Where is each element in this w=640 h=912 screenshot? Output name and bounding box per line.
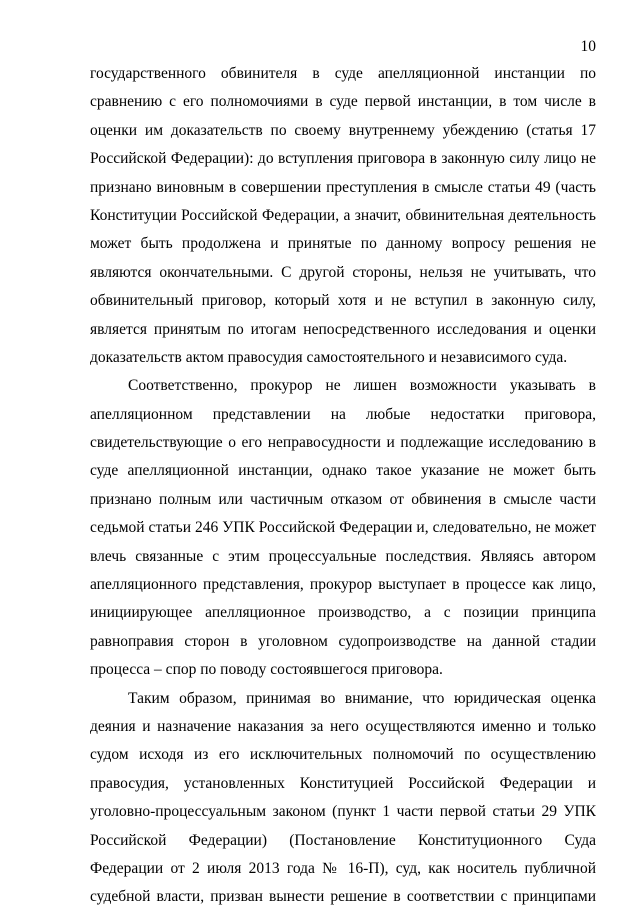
text-line: свидетельствующие о его неправосудности и подлежащие исследованию в [90, 434, 596, 452]
text-line: правосудия, установленных Конституцией Российской Федерации и [90, 774, 596, 792]
text-line: Российской Федерации) (Постановление Конституционного Суда [90, 831, 596, 849]
text-line: уголовно-процессуальным законом (пункт 1 части первой статьи 29 УПК [90, 803, 596, 821]
text-line: Конституции Российской Федерации, а значит, обвинительная деятельность [90, 206, 596, 224]
text-line: Соответственно, прокурор не лишен возможности указывать в [128, 377, 596, 395]
text-line: процесса – спор по поводу состоявшегося приговора. [90, 661, 443, 679]
paragraph [90, 60, 596, 372]
text-line: доказательств актом правосудия самостоятельного и независимого суда. [90, 348, 568, 366]
text-line: деяния и назначение наказания за него осуществляются именно и только [90, 717, 596, 735]
paragraph [90, 372, 596, 684]
text-line: влечь связанные с этим процессуальные последствия. Являясь автором [90, 547, 596, 565]
document-body [90, 60, 596, 912]
text-line: седьмой статьи 246 УПК Российской Федерации и, следовательно, не может [90, 519, 596, 537]
text-line: Таким образом, принимая во внимание, что юридическая оценка [128, 689, 596, 707]
text-line: Федерации от 2 июля 2013 года № 16-П), суд, как носитель публичной [90, 859, 596, 877]
text-line: является принятым по итогам непосредственного исследования и оценки [90, 320, 596, 338]
text-line: являются окончательными. С другой стороны, нельзя не учитывать, что [90, 263, 596, 281]
text-line: равноправия сторон в уголовном судопроизводстве на данной стадии [90, 632, 596, 650]
text-line: инициирующее апелляционное производство, а с позиции принципа [90, 604, 596, 622]
text-line: обвинительный приговор, который хотя и не вступил в законную силу, [90, 292, 596, 310]
text-line: может быть продолжена и принятые по данному вопросу решения не [90, 235, 596, 253]
text-line: судебной власти, призван вынести решение в соответствии с принципами [90, 888, 596, 906]
text-line: апелляционного представления, прокурор выступает в процессе как лицо, [90, 576, 596, 594]
page-number: 10 [580, 38, 596, 55]
text-line: признано виновным в совершении преступления в смысле статьи 49 (часть [90, 178, 596, 196]
text-line: Российской Федерации): до вступления приговора в законную силу лицо не [90, 150, 596, 168]
text-line: судом исходя из его исключительных полномочий по осуществлению [90, 746, 596, 764]
text-line: государственного обвинителя в суде апелляционной инстанции по [90, 65, 596, 82]
text-line: оценки им доказательств по своему внутреннему убеждению (статья 17 [90, 121, 596, 139]
paragraph [90, 685, 596, 912]
text-line: суде апелляционной инстанции, однако такое указание не может быть [90, 462, 596, 480]
text-line: апелляционном представлении на любые недостатки приговора, [90, 405, 596, 423]
text-line: признано полным или частичным отказом от обвинения в смысле части [90, 490, 596, 508]
text-line: сравнению с его полномочиями в суде первой инстанции, в том числе в [90, 93, 596, 111]
